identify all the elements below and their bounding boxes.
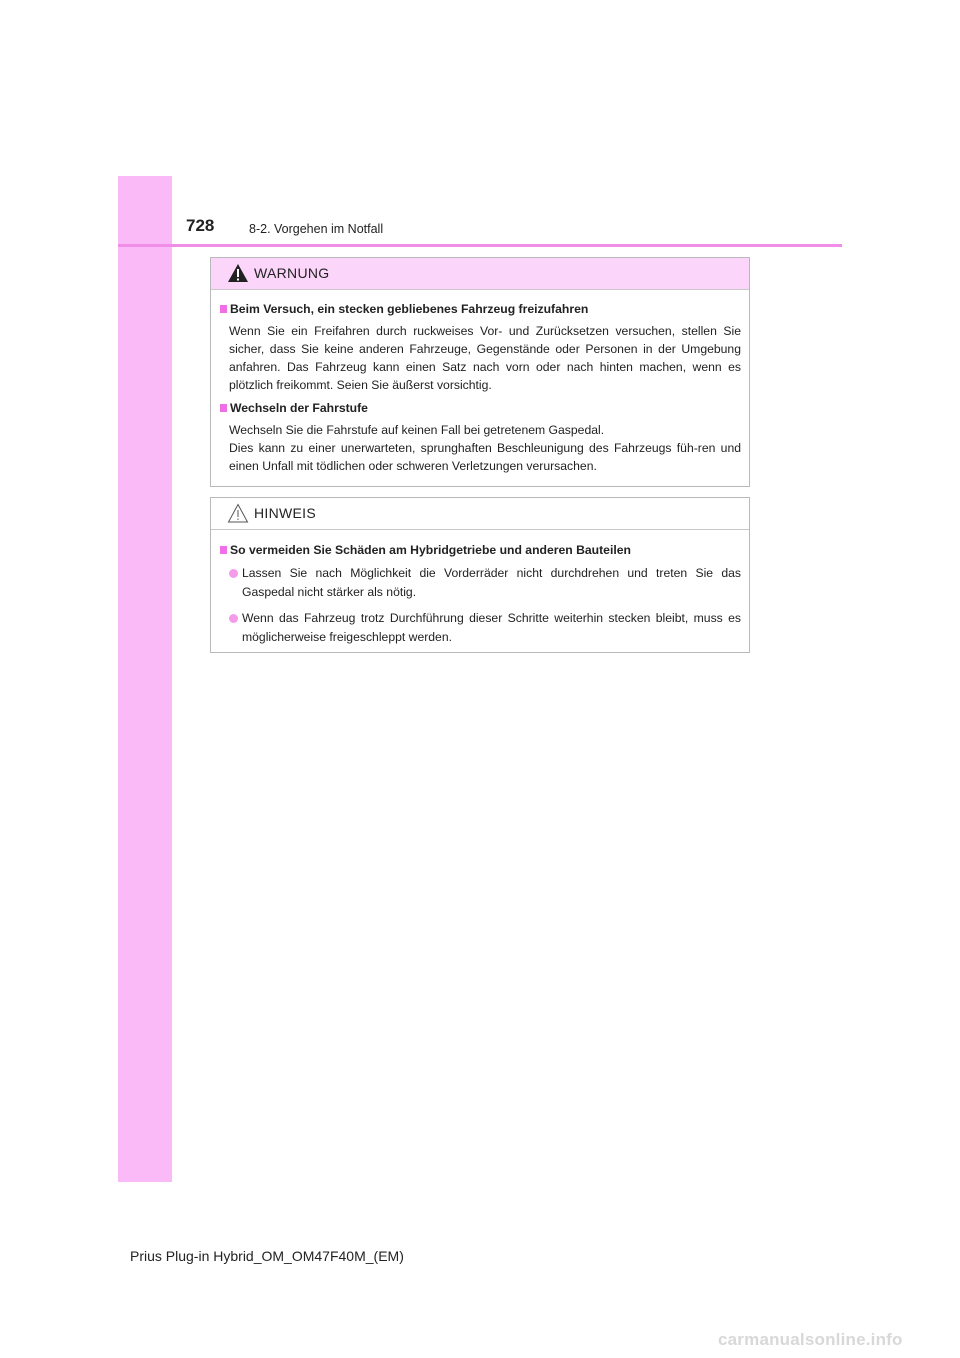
header-rule — [118, 244, 842, 247]
warning-item-heading-text: Beim Versuch, ein stecken gebliebenes Fahrzeug freizufahren — [230, 302, 589, 316]
side-tab-bar — [118, 176, 172, 1182]
warning-paragraph: Wenn Sie ein Freifahren durch ruckweises Vor- und Zurücksetzen versuchen, stellen Sie sicher, dass Sie keine anderen Fahrzeuge, Gegenstände oder Personen in der Umgebung anfahren. Das Fahrzeug kann einen Satz nach vorn oder nach hinten machen, wenn es plötzlich freikommt. Seien Sie äußerst vorsichtig. — [229, 324, 741, 392]
warning-paragraph: Wechseln Sie die Fahrstufe auf keinen Fall bei getretenem Gaspedal. — [229, 423, 605, 437]
warning-item-heading — [220, 301, 741, 318]
warning-item-text — [220, 421, 741, 475]
list-item-text: Wenn das Fahrzeug trotz Durchführung dieser Schritte weiterhin stecken bleibt, muss es möglicherweise freigeschleppt werden. — [242, 611, 741, 644]
warning-paragraph: Dies kann zu einer unerwarteten, sprunghaften Beschleunigung des Fahrzeugs füh-ren und einen Unfall mit tödlichen oder schweren Verletzungen verursachen. — [229, 441, 741, 473]
square-bullet-icon — [220, 546, 227, 554]
notice-heading — [220, 542, 741, 559]
warning-item-text — [220, 322, 741, 394]
section-title: 8-2. Vorgehen im Notfall — [249, 222, 384, 236]
warning-box — [210, 257, 750, 487]
caution-triangle-outline-icon — [227, 503, 249, 523]
list-item — [220, 609, 741, 647]
notice-box-header — [211, 498, 749, 530]
square-bullet-icon — [220, 404, 227, 412]
circle-bullet-icon — [229, 614, 238, 623]
watermark: carmanualsonline.info — [718, 1330, 903, 1349]
notice-title: HINWEIS — [254, 505, 316, 521]
notice-box — [210, 497, 750, 653]
circle-bullet-icon — [229, 569, 238, 578]
notice-heading-text: So vermeiden Sie Schäden am Hybridgetriebe und anderen Bauteilen — [230, 543, 631, 557]
warning-item-heading — [220, 400, 741, 417]
warning-title: WARNUNG — [254, 265, 330, 281]
square-bullet-icon — [220, 305, 227, 313]
list-item — [220, 564, 741, 602]
page-number: 728 — [186, 216, 215, 235]
warning-box-header — [211, 258, 749, 290]
list-item-text: Lassen Sie nach Möglichkeit die Vorderräder nicht durchdrehen und treten Sie das Gaspedal nicht stärker als nötig. — [242, 566, 741, 599]
warning-item-heading-text: Wechseln der Fahrstufe — [230, 401, 368, 415]
warning-triangle-icon — [227, 263, 249, 283]
manual-id-footer: Prius Plug-in Hybrid_OM_OM47F40M_(EM) — [130, 1248, 404, 1264]
